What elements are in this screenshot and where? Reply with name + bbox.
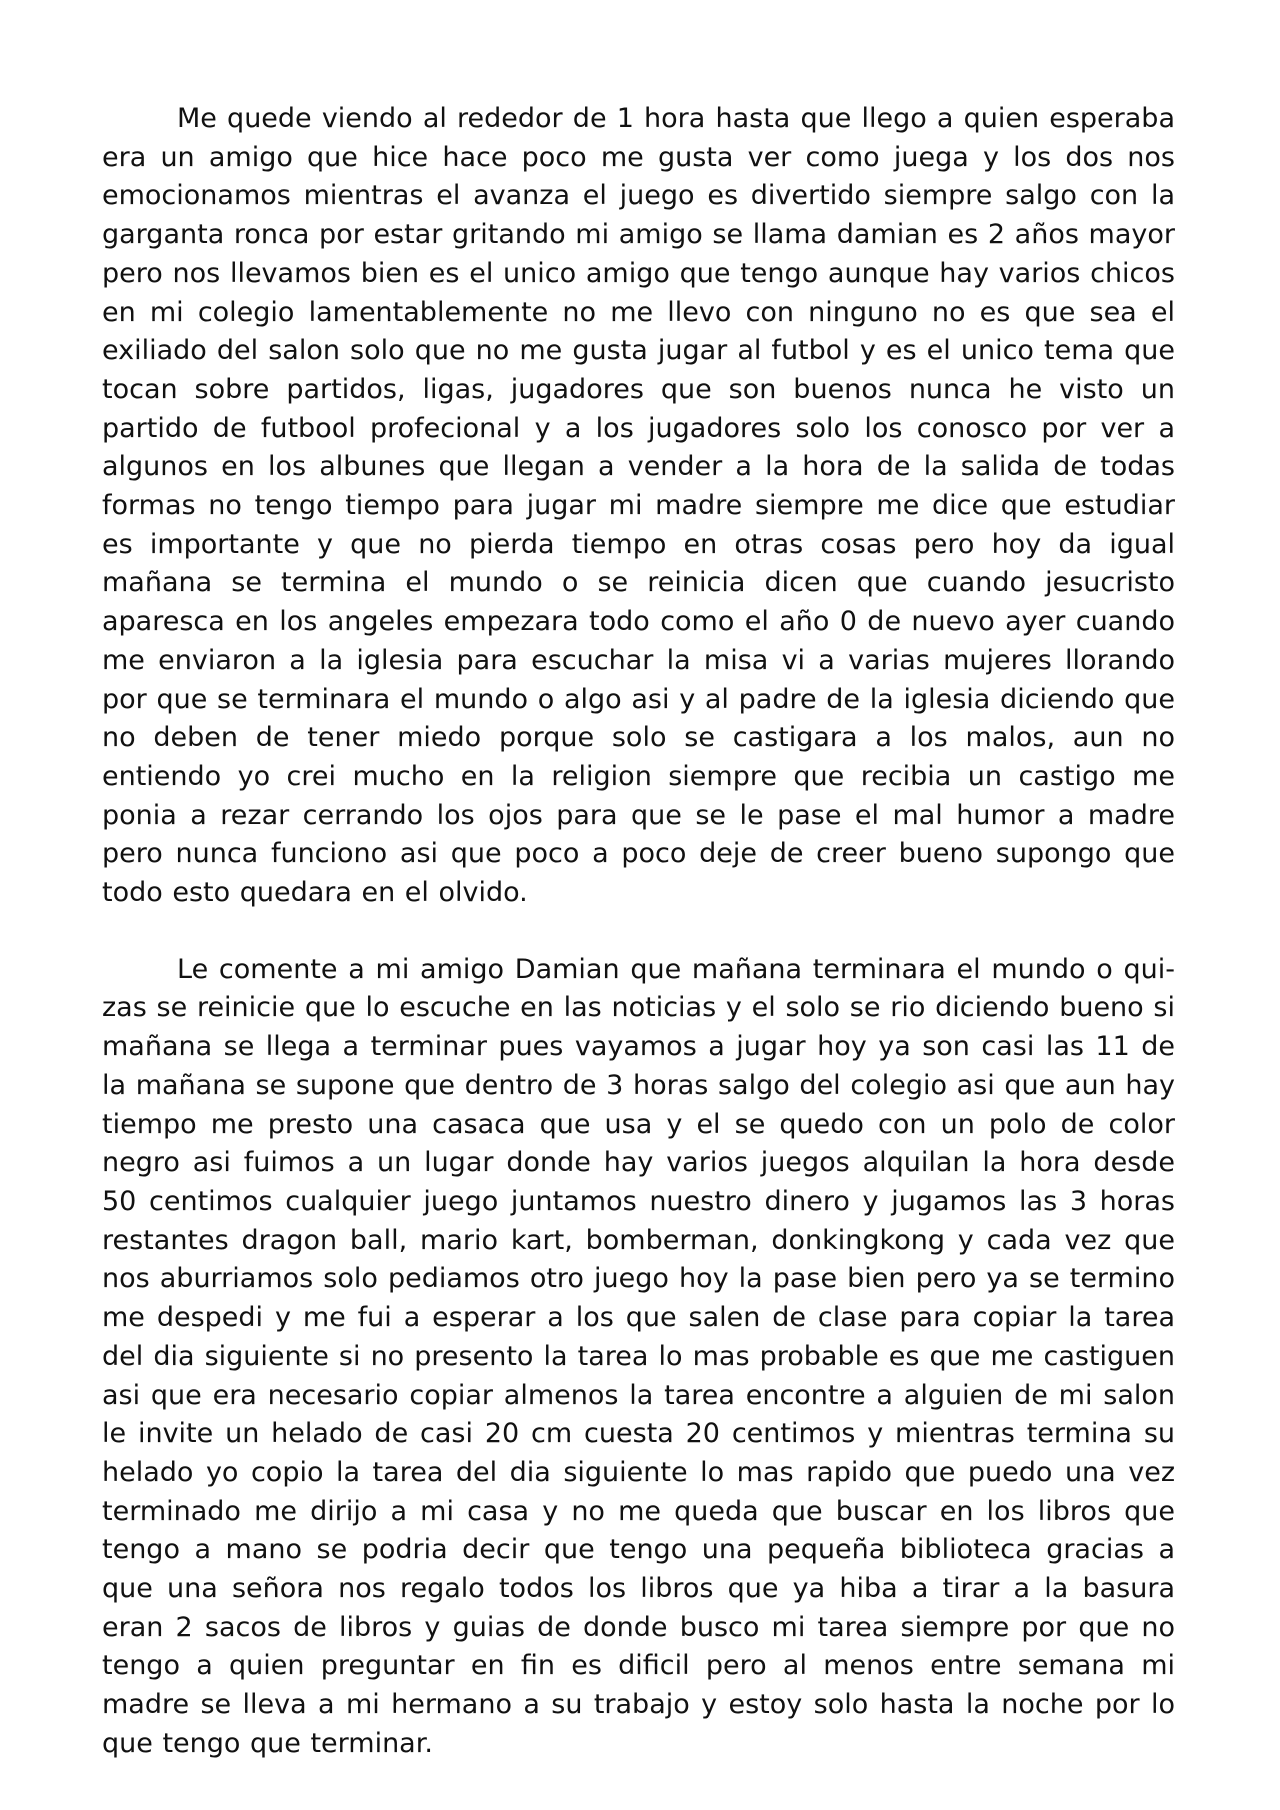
paragraph-1: Me quede viendo al rededor de 1 hora hasta que llego a quien esperaba era un amigo que hice hace poco me gusta ver como juega y los dos nos emocionamos mientras el avanza el juego es divertido siempre salgo con la garganta ronca por estar gritando mi amigo se llama damian es 2 años mayor pero nos llevamos bien es el unico amigo que tengo aunque hay varios chicos en mi colegio lamentablemente no me llevo con ninguno no es que sea el exiliado del salon solo que no me gusta jugar al futbol y es el unico tema que tocan sobre partidos, ligas, jugadores que son buenos nunca he visto un partido de futbool profecional y a los jugadores solo los conosco por ver a algunos en los albunes que llegan a vender a la hora de la salida de todas formas no tengo tiempo para jugar mi madre siempre me dice que estudiar es importante y que no pierda tiempo en otras cosas pero hoy da igual mañana se termina el mundo o se reinicia dicen que cuando jesucristo aparesca en los angeles empezara todo como el año 0 de nuevo ayer cuando me enviaron a la iglesia para escuchar la misa vi a varias mujeres llorando por que se terminara el mundo o algo asi y al padre de la iglesia diciendo que no deben de tener miedo porque solo se castigara a los malos, aun no entiendo yo crei mucho en la religion siempre que recibia un castigo me ponia a rezar cerrando los ojos para que se le pase el mal humor a madre pero nunca funciono asi que poco a poco deje de creer bueno supongo que todo esto quedara en el olvido. — [102, 103, 1175, 909]
paragraph-2: Le comente a mi amigo Damian que mañana terminara el mundo o quizas se reinicie que lo escuche en las noticias y el solo se rio diciendo bueno si mañana se llega a terminar pues vayamos a jugar hoy ya son casi las 11 de la mañana se supone que dentro de 3 horas salgo del colegio asi que aun hay tiempo me presto una casaca que usa y el se quedo con un polo de color negro asi fuimos a un lugar donde hay varios juegos alquilan la hora desde 50 centimos cualquier juego juntamos nuestro dinero y jugamos las 3 horas restantes dragon ball, mario kart, bomberman, donkingkong y cada vez que nos aburriamos solo pediamos otro juego hoy la pase bien pero ya se termino me despedi y me fui a esperar a los que salen de clase para copiar la tarea del dia siguiente si no presento la tarea lo mas probable es que me castiguen asi que era necesario copiar almenos la tarea encontre a alguien de mi salon le invite un helado de casi 20 cm cuesta 20 centimos y mientras termina su helado yo copio la tarea del dia siguiente lo mas rapido que puedo una vez terminado me dirijo a mi casa y no me queda que buscar en los libros que tengo a mano se podria decir que tengo una pequeña biblioteca gracias a que una señora nos regalo todos los libros que ya hiba a tirar a la basura eran 2 sacos de libros y guias de donde busco mi tarea siempre por que no tengo a quien preguntar en fin es dificil pero al menos entre semana mi madre se lleva a mi hermano a su trabajo y estoy solo hasta la noche por lo que tengo que terminar. — [102, 953, 1175, 1759]
